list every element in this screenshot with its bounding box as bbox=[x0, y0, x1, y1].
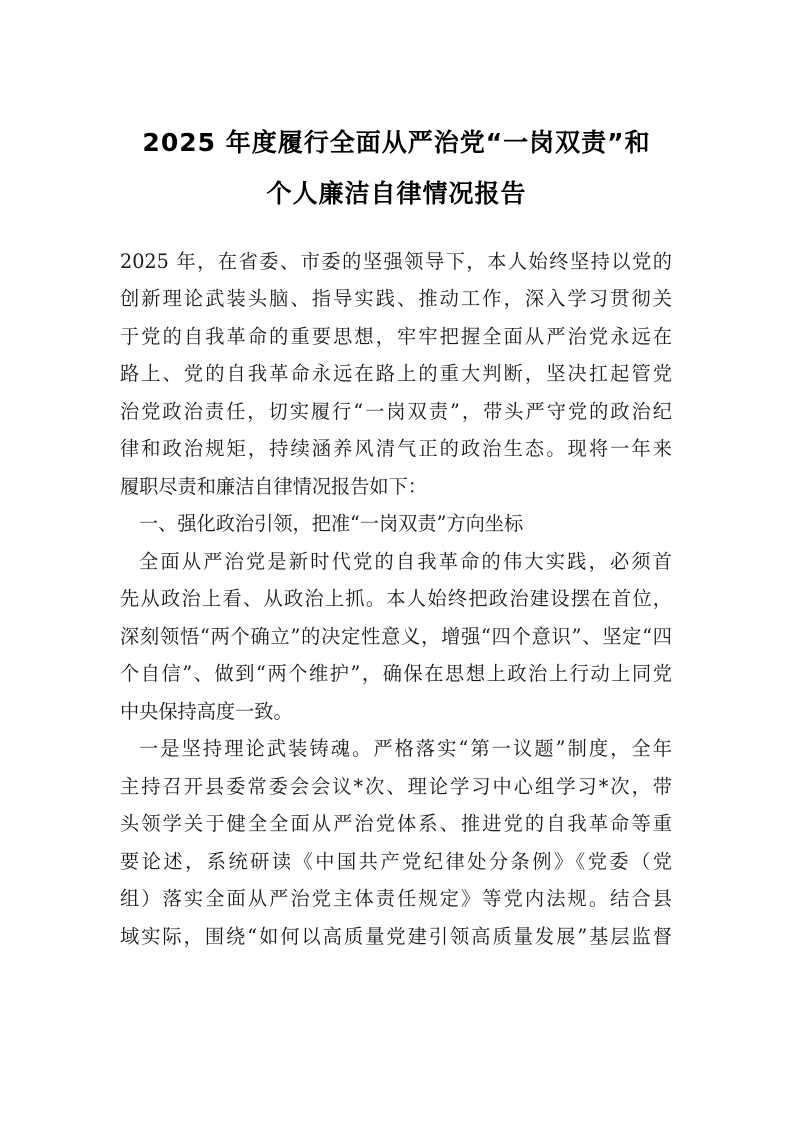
paragraph-line: 全面从严治党是新时代党的自我革命的伟大实践，必须首 bbox=[139, 550, 672, 573]
document-title-line-2: 个人廉洁自律情况报告 bbox=[266, 179, 527, 208]
paragraph-line: 要论述，系统研读《中国共产党纪律处分条例》《党委（党 bbox=[120, 850, 672, 873]
paragraph-line: 治党政治责任，切实履行“一岗双责”，带头严守党的政治纪 bbox=[120, 400, 672, 423]
paragraph-line: 头领学关于健全全面从严治党体系、推进党的自我革命等重 bbox=[120, 812, 672, 835]
paragraph-line: 深刻领悟“两个确立”的决定性意义，增强“四个意识”、坚定“四 bbox=[120, 625, 672, 648]
paragraph-line: 组）落实全面从严治党主体责任规定》等党内法规。结合县 bbox=[120, 887, 672, 910]
paragraph-line: 域实际，围绕“如何以高质量党建引领高质量发展”基层监督 bbox=[120, 925, 672, 948]
paragraph-line: 一是坚持理论武装铸魂。严格落实“第一议题”制度，全年 bbox=[139, 737, 672, 760]
paragraph-line: 先从政治上看、从政治上抓。本人始终把政治建设摆在首位， bbox=[120, 587, 672, 610]
paragraph-line: 创新理论武装头脑、指导实践、推动工作，深入学习贯彻关 bbox=[120, 287, 672, 310]
paragraph-line: 路上、党的自我革命永远在路上的重大判断，坚决扛起管党 bbox=[120, 362, 672, 385]
paragraph-line: 履职尽责和廉洁自律情况报告如下： bbox=[120, 475, 427, 498]
section-heading: 一、强化政治引领，把准“一岗双责”方向坐标 bbox=[139, 512, 524, 535]
paragraph-line: 中央保持高度一致。 bbox=[120, 700, 293, 723]
document-title-line-1: 2025 年度履行全面从严治党“一岗双责”和 bbox=[142, 128, 651, 157]
paragraph-line: 个自信”、做到“两个维护”，确保在思想上政治上行动上同党 bbox=[120, 662, 672, 685]
paragraph-line: 2025 年，在省委、市委的坚强领导下，本人始终坚持以党的 bbox=[120, 250, 672, 273]
paragraph-line: 主持召开县委常委会会议*次、理论学习中心组学习*次，带 bbox=[120, 775, 672, 798]
paragraph-line: 律和政治规矩，持续涵养风清气正的政治生态。现将一年来 bbox=[120, 437, 672, 460]
paragraph-line: 于党的自我革命的重要思想，牢牢把握全面从严治党永远在 bbox=[120, 325, 672, 348]
